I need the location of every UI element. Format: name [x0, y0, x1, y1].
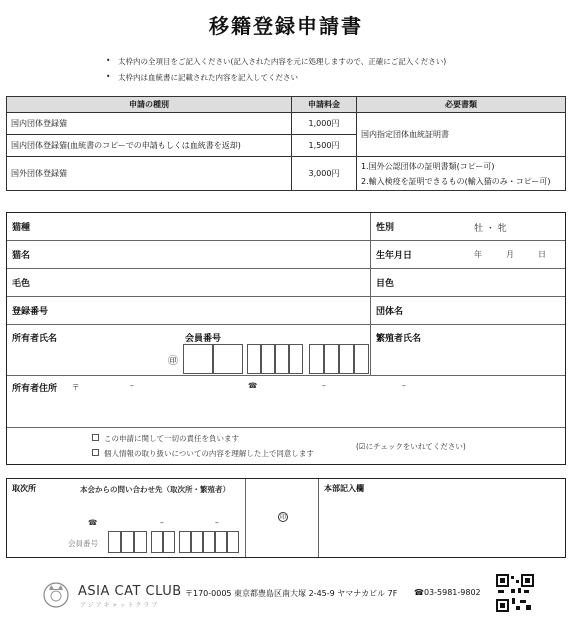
agree-checkbox-1[interactable] — [92, 434, 99, 441]
sex-options[interactable]: 牡 ・ 牝 — [474, 224, 507, 234]
postal-dash: – — [130, 381, 134, 390]
member-no-cell[interactable] — [275, 344, 289, 374]
agree-checkbox-2[interactable] — [92, 449, 99, 456]
lower-member-cell[interactable] — [179, 531, 191, 553]
lower-seal: 印 — [279, 514, 286, 521]
label-org: 団体名 — [376, 307, 404, 317]
lower-member-cell[interactable] — [191, 531, 203, 553]
fee-row-type: 国内団体登録猫 — [7, 113, 292, 135]
birth-month: 月 — [506, 250, 514, 259]
fee-row-fee: 1,000円 — [292, 113, 357, 135]
member-no-cell[interactable] — [183, 344, 213, 374]
footer-address: 〒170-0005 東京都豊島区南大塚 2-45-9 ヤマナカビル 7F — [185, 589, 398, 598]
fee-row-type: 国外団体登録猫 — [7, 157, 292, 191]
birth-year: 年 — [474, 250, 482, 259]
lower-member-cell[interactable] — [121, 531, 134, 553]
phone-icon: ☎ — [248, 381, 258, 390]
lower-member-cell[interactable] — [151, 531, 163, 553]
label-breed: 猫種 — [12, 223, 31, 233]
fee-row-fee: 1,500円 — [292, 135, 357, 157]
label-sex: 性別 — [376, 223, 395, 233]
footer-phone: ☎03-5981-9802 — [414, 588, 481, 597]
label-address: 所有者住所 — [12, 384, 58, 394]
fee-docs-foreign — [357, 157, 566, 191]
fee-docs-domestic: 国内指定団体血統証明書 — [357, 113, 566, 157]
fee-header-type: 申請の種別 — [7, 97, 292, 113]
note-2: • 太枠内は血統書に記載された内容を記入してください — [118, 72, 298, 83]
lower-member-cell[interactable] — [215, 531, 227, 553]
fee-docs-foreign-2: 2.輸入検疫を証明できるもの(輸入猫のみ・コピー可) — [361, 176, 551, 186]
member-no-cell[interactable] — [324, 344, 339, 374]
member-no-cell[interactable] — [213, 344, 243, 374]
member-no-cell[interactable] — [261, 344, 275, 374]
lower-member-cell[interactable] — [163, 531, 175, 553]
agree-text-2: 個人情報の取り扱いについての内容を理解した上で同意します — [104, 449, 314, 458]
fee-header-fee: 申請料金 — [292, 97, 357, 113]
lower-member-cell[interactable] — [108, 531, 121, 553]
check-hint: (☑にチェックをいれてください) — [356, 442, 466, 451]
lower-phone-icon: ☎ — [88, 518, 98, 527]
note-1: • 太枠内の全項目をご記入ください(記入された内容を元に処理しますので、正確にご記入ください) — [118, 56, 446, 67]
member-no-cell[interactable] — [289, 344, 303, 374]
lower-phone-dash-1: – — [160, 518, 164, 527]
member-no-cell[interactable] — [354, 344, 369, 374]
label-office: 本部記入欄 — [324, 484, 364, 493]
fee-table — [6, 96, 566, 191]
fee-row-type: 国内団体登録猫(血統書のコピーでの申請もしくは血統書を返却) — [7, 135, 292, 157]
label-birth: 生年月日 — [376, 251, 413, 261]
label-breeder: 繁殖者氏名 — [376, 334, 422, 344]
fee-header-docs: 必要書類 — [357, 97, 566, 113]
logo-subtext: アジアキャットクラブ — [80, 602, 160, 609]
lower-member-cell[interactable] — [203, 531, 215, 553]
label-coat: 毛色 — [12, 279, 31, 289]
owner-seal: ㊞ — [168, 356, 178, 367]
agree-text-1: この申請に関して一切の責任を負います — [104, 434, 239, 443]
footer — [0, 578, 572, 614]
birth-day: 日 — [538, 250, 546, 259]
lower-phone-dash-2: – — [215, 518, 219, 527]
logo-text: ASIA CAT CLUB — [78, 584, 182, 599]
member-no-cell[interactable] — [309, 344, 324, 374]
label-member-no: 会員番号 — [185, 334, 222, 344]
phone-dash-2: – — [402, 381, 406, 390]
label-agent: 取次所 — [12, 484, 36, 493]
label-contact: 本会からの問い合わせ先（取次所・繁殖者） — [80, 485, 230, 494]
member-no-cell[interactable] — [339, 344, 354, 374]
postal-mark: 〒 — [72, 383, 80, 392]
lower-member-cell[interactable] — [134, 531, 147, 553]
label-reg-no: 登録番号 — [12, 307, 49, 317]
page-title: 移籍登録申請書 — [209, 14, 363, 38]
fee-row-fee: 3,000円 — [292, 157, 357, 191]
lower-member-cell[interactable] — [227, 531, 239, 553]
lower-member-label: 会員番号 — [68, 539, 98, 548]
phone-dash-1: – — [322, 381, 326, 390]
label-cat-name: 猫名 — [12, 251, 31, 261]
member-no-cell[interactable] — [247, 344, 261, 374]
label-eye: 目色 — [376, 279, 395, 289]
fee-docs-foreign-1: 1.国外公認団体の証明書類(コピー可) — [361, 161, 495, 171]
cat-logo-icon — [38, 580, 74, 610]
label-owner: 所有者氏名 — [12, 334, 58, 344]
qr-code-icon[interactable] — [496, 574, 534, 612]
